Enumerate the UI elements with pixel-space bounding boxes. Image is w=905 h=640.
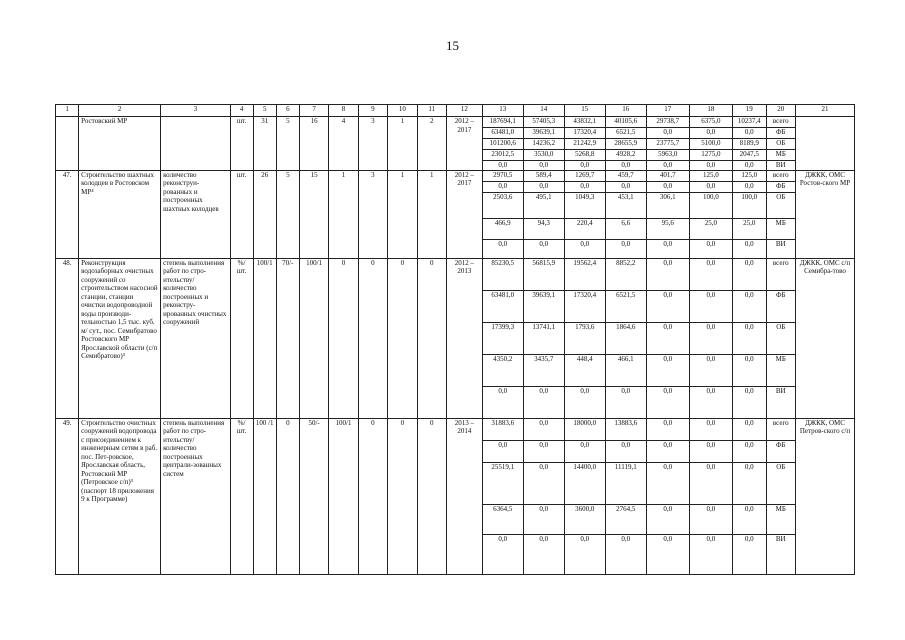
finance-value: 0,0 <box>646 504 689 534</box>
funding-source: ФБ <box>766 290 795 322</box>
finance-value: 0,0 <box>564 161 605 171</box>
finance-value: 14236,2 <box>523 139 564 150</box>
column-header: 12 <box>446 105 482 117</box>
value-cell: 1 <box>329 170 358 258</box>
finance-value: 3600,0 <box>564 504 605 534</box>
finance-value: 85230,5 <box>482 258 523 290</box>
column-header: 11 <box>417 105 446 117</box>
finance-value: 0,0 <box>732 386 766 418</box>
value-cell: 100/1 <box>299 258 328 418</box>
activity-name: Строительство шахтных колодцев в Ростовском МР⁴ <box>79 170 161 258</box>
finance-value: 6364,5 <box>482 504 523 534</box>
page-number: 15 <box>446 38 459 53</box>
finance-value: 6521,5 <box>605 128 646 139</box>
funding-source: ОБ <box>766 139 795 150</box>
value-cell: 3 <box>358 117 387 171</box>
finance-value: 14400,0 <box>564 462 605 504</box>
finance-value: 17320,4 <box>564 128 605 139</box>
column-header: 6 <box>276 105 299 117</box>
finance-value: 4928,2 <box>605 150 646 161</box>
funding-source: всего <box>766 258 795 290</box>
column-header: 10 <box>388 105 417 117</box>
finance-value: 125,0 <box>689 170 732 181</box>
finance-value: 0,0 <box>689 239 732 258</box>
value-cell: 0 <box>276 418 299 574</box>
finance-value: 19562,4 <box>564 258 605 290</box>
finance-value: 0,0 <box>646 386 689 418</box>
finance-value: 39639,1 <box>523 290 564 322</box>
finance-value: 0,0 <box>523 462 564 504</box>
value-cell: 50/- <box>299 418 328 574</box>
finance-value: 0,0 <box>689 534 732 574</box>
finance-value: 4350,2 <box>482 354 523 386</box>
period-cell: 2012 – 2017 <box>446 117 482 171</box>
finance-value: 0,0 <box>689 354 732 386</box>
finance-value: 495,1 <box>523 192 564 218</box>
finance-value: 401,7 <box>646 170 689 181</box>
funding-source: МБ <box>766 504 795 534</box>
finance-value: 0,0 <box>564 386 605 418</box>
finance-value: 0,0 <box>689 290 732 322</box>
finance-value: 0,0 <box>646 418 689 440</box>
finance-value: 43832,1 <box>564 117 605 128</box>
table-row <box>56 418 855 440</box>
finance-value: 0,0 <box>605 161 646 171</box>
finance-value: 0,0 <box>605 386 646 418</box>
finance-value: 0,0 <box>482 386 523 418</box>
value-cell: 1 <box>388 170 417 258</box>
finance-value: 0,0 <box>732 462 766 504</box>
value-cell: 0 <box>388 258 417 418</box>
finance-value: 0,0 <box>482 161 523 171</box>
finance-value: 1275,0 <box>689 150 732 161</box>
finance-value: 2764,5 <box>605 504 646 534</box>
finance-value: 0,0 <box>689 161 732 171</box>
funding-source: ВИ <box>766 161 795 171</box>
finance-value: 187694,1 <box>482 117 523 128</box>
finance-value: 1269,7 <box>564 170 605 181</box>
finance-value: 0,0 <box>646 181 689 192</box>
column-header: 4 <box>230 105 253 117</box>
unit-cell: шт. <box>230 117 253 171</box>
indicator-text <box>161 117 230 171</box>
executor-cell <box>795 117 854 171</box>
finance-value: 8852,2 <box>605 258 646 290</box>
finance-value: 25,0 <box>689 218 732 239</box>
column-header: 18 <box>689 105 732 117</box>
finance-value: 63481,0 <box>482 290 523 322</box>
row-number: 47. <box>56 170 79 258</box>
column-header: 21 <box>795 105 854 117</box>
finance-value: 0,0 <box>646 161 689 171</box>
finance-value: 6,6 <box>605 218 646 239</box>
column-header: 16 <box>605 105 646 117</box>
column-header: 2 <box>79 105 161 117</box>
column-header: 7 <box>299 105 328 117</box>
finance-value: 6375,0 <box>689 117 732 128</box>
value-cell: 100 /1 <box>253 418 276 574</box>
activity-name: Ростовский МР <box>79 117 161 171</box>
finance-value: 0,0 <box>732 440 766 462</box>
finance-value: 0,0 <box>732 418 766 440</box>
finance-value: 0,0 <box>523 386 564 418</box>
value-cell: 15 <box>299 170 328 258</box>
value-cell: 0 <box>358 418 387 574</box>
finance-value: 0,0 <box>732 534 766 574</box>
funding-source: МБ <box>766 218 795 239</box>
finance-value: 0,0 <box>646 354 689 386</box>
finance-value: 0,0 <box>564 440 605 462</box>
table-row <box>56 170 855 181</box>
finance-value: 18000,0 <box>564 418 605 440</box>
finance-value: 39639,1 <box>523 128 564 139</box>
finance-value: 0,0 <box>732 181 766 192</box>
finance-value: 5100,0 <box>689 139 732 150</box>
value-cell: 5 <box>276 117 299 171</box>
value-cell: 1 <box>388 117 417 171</box>
finance-value: 0,0 <box>482 239 523 258</box>
column-header: 8 <box>329 105 358 117</box>
funding-source: ФБ <box>766 440 795 462</box>
finance-value: 0,0 <box>646 128 689 139</box>
executor-cell: ДЖКК, ОМС с/п Семибра-тово <box>795 258 854 418</box>
finance-value: 0,0 <box>646 462 689 504</box>
finance-value: 3435,7 <box>523 354 564 386</box>
finance-value: 0,0 <box>732 354 766 386</box>
column-header: 19 <box>732 105 766 117</box>
funding-source: ОБ <box>766 322 795 354</box>
funding-source: ВИ <box>766 386 795 418</box>
executor-cell: ДЖКК, ОМС Ростов-ского МР <box>795 170 854 258</box>
finance-value: 0,0 <box>523 534 564 574</box>
funding-source: МБ <box>766 354 795 386</box>
finance-value: 0,0 <box>646 534 689 574</box>
value-cell: 4 <box>329 117 358 171</box>
row-number: 49. <box>56 418 79 574</box>
finance-value: 6521,5 <box>605 290 646 322</box>
finance-value: 40105,6 <box>605 117 646 128</box>
value-cell: 0 <box>417 418 446 574</box>
finance-value: 0,0 <box>482 440 523 462</box>
finance-value: 306,1 <box>646 192 689 218</box>
finance-value: 28655,9 <box>605 139 646 150</box>
unit-cell: шт. <box>230 170 253 258</box>
finance-value: 0,0 <box>689 181 732 192</box>
finance-value: 0,0 <box>646 322 689 354</box>
finance-value: 29738,7 <box>646 117 689 128</box>
finance-value: 17320,4 <box>564 290 605 322</box>
table-row <box>56 258 855 290</box>
finance-value: 23012,5 <box>482 150 523 161</box>
finance-value: 0,0 <box>732 161 766 171</box>
value-cell: 26 <box>253 170 276 258</box>
value-cell: 0 <box>329 258 358 418</box>
finance-value: 0,0 <box>732 239 766 258</box>
value-cell: 0 <box>417 258 446 418</box>
funding-source: ФБ <box>766 181 795 192</box>
finance-value: 10237,4 <box>732 117 766 128</box>
value-cell: 1 <box>417 170 446 258</box>
finance-value: 0,0 <box>646 258 689 290</box>
finance-value: 125,0 <box>732 170 766 181</box>
finance-value: 23775,7 <box>646 139 689 150</box>
finance-value: 0,0 <box>689 386 732 418</box>
finance-value: 63481,0 <box>482 128 523 139</box>
finance-value: 95,6 <box>646 218 689 239</box>
column-header: 14 <box>523 105 564 117</box>
finance-value: 0,0 <box>689 258 732 290</box>
finance-value: 0,0 <box>564 239 605 258</box>
finance-value: 25519,1 <box>482 462 523 504</box>
finance-value: 11119,1 <box>605 462 646 504</box>
finance-value: 466,9 <box>482 218 523 239</box>
column-header: 13 <box>482 105 523 117</box>
column-header: 15 <box>564 105 605 117</box>
finance-value: 21242,9 <box>564 139 605 150</box>
finance-value: 0,0 <box>605 239 646 258</box>
funding-source: ОБ <box>766 192 795 218</box>
finance-value: 25,0 <box>732 218 766 239</box>
finance-value: 0,0 <box>564 534 605 574</box>
program-table <box>55 104 855 575</box>
value-cell: 31 <box>253 117 276 171</box>
finance-value: 0,0 <box>605 181 646 192</box>
activity-name: Реконструкция водозаборных очистных сооружений со строительством насосной станции, станции очистки водопроводной воды производи-тельностью 1,5 тыс. куб. м/ сут., пос. Семибратово Ростовского МР Ярославской области (с/п Семибратово)³ <box>79 258 161 418</box>
finance-value: 17399,3 <box>482 322 523 354</box>
finance-value: 589,4 <box>523 170 564 181</box>
value-cell: 100/1 <box>329 418 358 574</box>
funding-source: всего <box>766 170 795 181</box>
column-header: 17 <box>646 105 689 117</box>
finance-value: 0,0 <box>689 418 732 440</box>
funding-source: всего <box>766 418 795 440</box>
finance-value: 0,0 <box>732 128 766 139</box>
finance-value: 0,0 <box>732 290 766 322</box>
finance-value: 453,1 <box>605 192 646 218</box>
finance-value: 0,0 <box>523 239 564 258</box>
finance-value: 1049,3 <box>564 192 605 218</box>
period-cell: 2012 – 2013 <box>446 258 482 418</box>
finance-value: 0,0 <box>605 440 646 462</box>
activity-name: Строительство очистных сооружений водопровода с присоединением к инженерным сетям в раб. пос. Пет-ровское, Ярославская область, Ростовский МР (Петровское с/п)³ (паспорт 18 приложения 9 к Программе) <box>79 418 161 574</box>
finance-value: 5268,8 <box>564 150 605 161</box>
unit-cell: %/ шт. <box>230 418 253 574</box>
finance-value: 0,0 <box>689 462 732 504</box>
column-header: 20 <box>766 105 795 117</box>
finance-value: 57405,3 <box>523 117 564 128</box>
finance-value: 94,3 <box>523 218 564 239</box>
finance-value: 31883,6 <box>482 418 523 440</box>
value-cell: 70/- <box>276 258 299 418</box>
value-cell: 3 <box>358 170 387 258</box>
funding-source: ФБ <box>766 128 795 139</box>
unit-cell: %/ шт. <box>230 258 253 418</box>
finance-value: 220,4 <box>564 218 605 239</box>
funding-source: ВИ <box>766 534 795 574</box>
indicator-text: количество реконструи-рованных и построенных шахтных колодцев <box>161 170 230 258</box>
finance-value: 0,0 <box>646 440 689 462</box>
finance-value: 0,0 <box>482 534 523 574</box>
header-row <box>56 105 855 117</box>
finance-value: 8189,9 <box>732 139 766 150</box>
column-header: 3 <box>161 105 230 117</box>
finance-value: 100,0 <box>689 192 732 218</box>
finance-value: 1793,6 <box>564 322 605 354</box>
finance-value: 2503,6 <box>482 192 523 218</box>
finance-value: 0,0 <box>523 418 564 440</box>
finance-value: 0,0 <box>646 239 689 258</box>
finance-value: 56815,9 <box>523 258 564 290</box>
row-number <box>56 117 79 171</box>
column-header: 5 <box>253 105 276 117</box>
column-header: 9 <box>358 105 387 117</box>
table-row <box>56 117 855 128</box>
value-cell: 0 <box>388 418 417 574</box>
period-cell: 2012 – 2017 <box>446 170 482 258</box>
finance-value: 459,7 <box>605 170 646 181</box>
finance-value: 0,0 <box>689 128 732 139</box>
finance-value: 13883,6 <box>605 418 646 440</box>
finance-value: 100,0 <box>732 192 766 218</box>
finance-value: 0,0 <box>646 290 689 322</box>
finance-value: 2970,5 <box>482 170 523 181</box>
finance-value: 101200,6 <box>482 139 523 150</box>
column-header: 1 <box>56 105 79 117</box>
funding-source: всего <box>766 117 795 128</box>
funding-source: МБ <box>766 150 795 161</box>
finance-value: 5963,0 <box>646 150 689 161</box>
finance-value: 0,0 <box>564 181 605 192</box>
value-cell: 2 <box>417 117 446 171</box>
value-cell: 5 <box>276 170 299 258</box>
finance-value: 0,0 <box>732 322 766 354</box>
value-cell: 16 <box>299 117 328 171</box>
value-cell: 100/1 <box>253 258 276 418</box>
finance-value: 0,0 <box>523 440 564 462</box>
finance-value: 0,0 <box>605 534 646 574</box>
finance-value: 1864,6 <box>605 322 646 354</box>
finance-value: 448,4 <box>564 354 605 386</box>
finance-value: 0,0 <box>523 161 564 171</box>
indicator-text: степень выполнения работ по стро-ительству/ количество построенных и реконстру-ированных очистных сооружений <box>161 258 230 418</box>
finance-value: 0,0 <box>689 440 732 462</box>
finance-value: 0,0 <box>732 504 766 534</box>
finance-value: 0,0 <box>523 504 564 534</box>
finance-value: 0,0 <box>732 258 766 290</box>
finance-value: 0,0 <box>482 181 523 192</box>
finance-value: 2047,5 <box>732 150 766 161</box>
executor-cell: ДЖКК, ОМС Петров-ского с/п <box>795 418 854 574</box>
funding-source: ОБ <box>766 462 795 504</box>
finance-value: 0,0 <box>689 504 732 534</box>
period-cell: 2013 – 2014 <box>446 418 482 574</box>
finance-value: 466,1 <box>605 354 646 386</box>
finance-value: 13741,1 <box>523 322 564 354</box>
indicator-text: степень выполнения работ по стро-ительству/ количество построенных централи-зованных систем <box>161 418 230 574</box>
finance-value: 0,0 <box>689 322 732 354</box>
funding-source: ВИ <box>766 239 795 258</box>
row-number: 48. <box>56 258 79 418</box>
finance-value: 0,0 <box>523 181 564 192</box>
value-cell: 0 <box>358 258 387 418</box>
finance-value: 3530,0 <box>523 150 564 161</box>
